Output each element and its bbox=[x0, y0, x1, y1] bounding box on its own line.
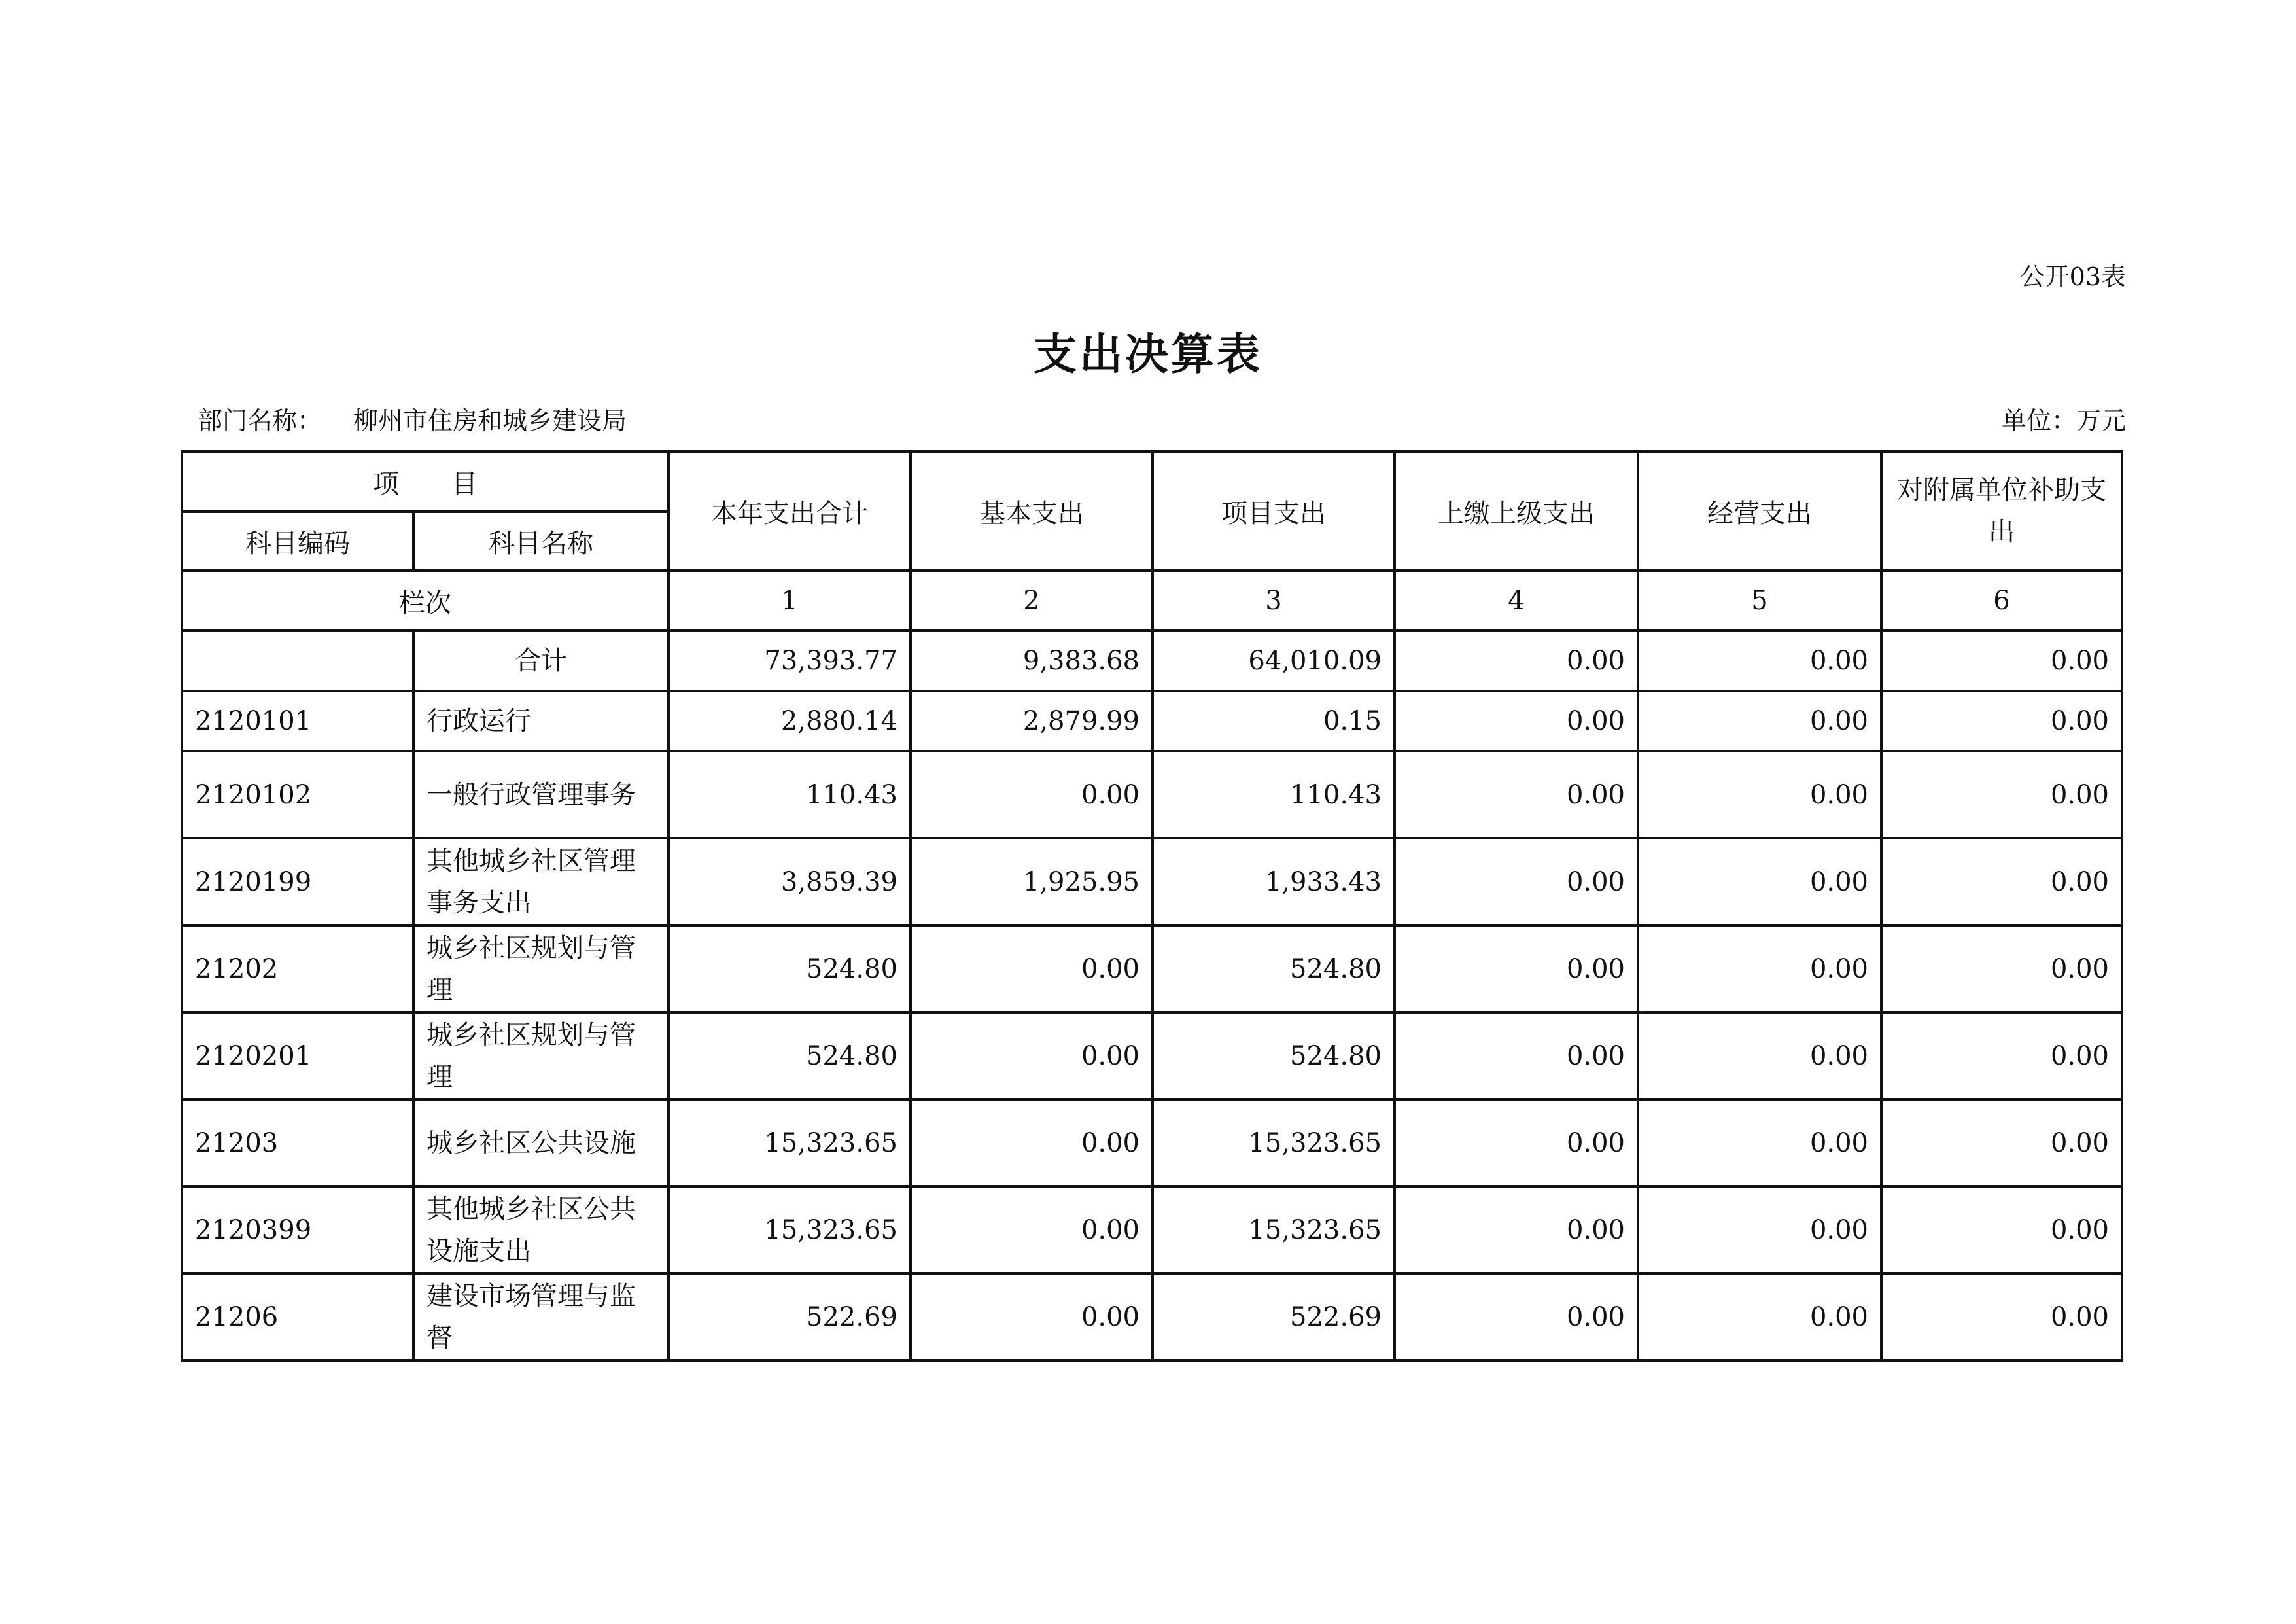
amount-cell: 0.00 bbox=[1638, 925, 1881, 1012]
amount-cell: 0.00 bbox=[1395, 925, 1638, 1012]
subject-code: 21203 bbox=[182, 1099, 413, 1186]
amount-cell: 64,010.09 bbox=[1153, 631, 1395, 691]
subject-name: 城乡社区规划与管理 bbox=[413, 1012, 669, 1099]
unit-label: 单位：万元 bbox=[2001, 406, 2126, 435]
amount-cell: 15,323.65 bbox=[1153, 1186, 1395, 1273]
amount-cell: 110.43 bbox=[1153, 751, 1395, 838]
col-number: 3 bbox=[1153, 571, 1395, 631]
header-basic: 基本支出 bbox=[911, 451, 1153, 571]
amount-cell: 0.00 bbox=[1881, 1273, 2122, 1360]
table-row bbox=[182, 1012, 2122, 1099]
amount-cell: 0.00 bbox=[1395, 691, 1638, 751]
amount-cell: 0.15 bbox=[1153, 691, 1395, 751]
amount-cell: 0.00 bbox=[1395, 1012, 1638, 1099]
amount-cell: 522.69 bbox=[669, 1273, 911, 1360]
amount-cell: 0.00 bbox=[1395, 751, 1638, 838]
header-code: 科目编码 bbox=[182, 512, 413, 571]
amount-cell: 3,859.39 bbox=[669, 838, 911, 925]
amount-cell: 0.00 bbox=[911, 1273, 1153, 1360]
amount-cell: 0.00 bbox=[1638, 838, 1881, 925]
form-number: 公开03表 bbox=[2019, 262, 2126, 291]
amount-cell: 1,933.43 bbox=[1153, 838, 1395, 925]
header-item: 项 目 bbox=[182, 451, 669, 512]
amount-cell: 1,925.95 bbox=[911, 838, 1153, 925]
amount-cell: 0.00 bbox=[1395, 1186, 1638, 1273]
header-business: 经营支出 bbox=[1638, 451, 1881, 571]
table-row bbox=[182, 1273, 2122, 1360]
header-subsidy: 对附属单位补助支出 bbox=[1881, 451, 2122, 571]
amount-cell: 0.00 bbox=[1638, 631, 1881, 691]
amount-cell: 0.00 bbox=[1395, 1273, 1638, 1360]
subject-name: 城乡社区公共设施 bbox=[413, 1099, 669, 1186]
table-row bbox=[182, 751, 2122, 838]
amount-cell: 524.80 bbox=[1153, 1012, 1395, 1099]
col-number: 6 bbox=[1881, 571, 2122, 631]
subject-code: 2120102 bbox=[182, 751, 413, 838]
amount-cell: 15,323.65 bbox=[1153, 1099, 1395, 1186]
expenditure-table bbox=[181, 450, 2123, 1362]
col-number: 5 bbox=[1638, 571, 1881, 631]
amount-cell: 110.43 bbox=[669, 751, 911, 838]
header-project: 项目支出 bbox=[1153, 451, 1395, 571]
amount-cell: 0.00 bbox=[1395, 631, 1638, 691]
amount-cell: 0.00 bbox=[1638, 1273, 1881, 1360]
subject-name: 其他城乡社区公共设施支出 bbox=[413, 1186, 669, 1273]
amount-cell: 2,879.99 bbox=[911, 691, 1153, 751]
amount-cell: 73,393.77 bbox=[669, 631, 911, 691]
header-total: 本年支出合计 bbox=[669, 451, 911, 571]
subject-code bbox=[182, 631, 413, 691]
amount-cell: 0.00 bbox=[1881, 838, 2122, 925]
table-row bbox=[182, 1186, 2122, 1273]
subject-code: 21206 bbox=[182, 1273, 413, 1360]
amount-cell: 0.00 bbox=[911, 1186, 1153, 1273]
amount-cell: 0.00 bbox=[1638, 691, 1881, 751]
amount-cell: 0.00 bbox=[1881, 925, 2122, 1012]
header-upper: 上缴上级支出 bbox=[1395, 451, 1638, 571]
amount-cell: 0.00 bbox=[1638, 1186, 1881, 1273]
amount-cell: 0.00 bbox=[1395, 838, 1638, 925]
subject-name: 其他城乡社区管理事务支出 bbox=[413, 838, 669, 925]
table-row bbox=[182, 925, 2122, 1012]
amount-cell: 0.00 bbox=[911, 751, 1153, 838]
subject-name: 建设市场管理与监督 bbox=[413, 1273, 669, 1360]
amount-cell: 0.00 bbox=[1881, 631, 2122, 691]
department-value: 柳州市住房和城乡建设局 bbox=[353, 406, 627, 435]
col-number: 2 bbox=[911, 571, 1153, 631]
row-number-label: 栏次 bbox=[182, 571, 669, 631]
table-row bbox=[182, 691, 2122, 751]
department-line bbox=[198, 400, 627, 436]
col-number: 1 bbox=[669, 571, 911, 631]
col-number: 4 bbox=[1395, 571, 1638, 631]
amount-cell: 0.00 bbox=[1638, 751, 1881, 838]
amount-cell: 15,323.65 bbox=[669, 1186, 911, 1273]
amount-cell: 0.00 bbox=[911, 1012, 1153, 1099]
amount-cell: 0.00 bbox=[1881, 1099, 2122, 1186]
amount-cell: 0.00 bbox=[1881, 751, 2122, 838]
department-label: 部门名称： bbox=[198, 406, 322, 435]
amount-cell: 524.80 bbox=[669, 1012, 911, 1099]
amount-cell: 522.69 bbox=[1153, 1273, 1395, 1360]
subject-code: 2120399 bbox=[182, 1186, 413, 1273]
header-name: 科目名称 bbox=[413, 512, 669, 571]
page-title: 支出决算表 bbox=[1034, 328, 1262, 380]
subject-code: 2120199 bbox=[182, 838, 413, 925]
subject-name: 合计 bbox=[413, 631, 669, 691]
table-row bbox=[182, 1099, 2122, 1186]
amount-cell: 0.00 bbox=[911, 1099, 1153, 1186]
amount-cell: 524.80 bbox=[669, 925, 911, 1012]
amount-cell: 0.00 bbox=[911, 925, 1153, 1012]
header-row-1 bbox=[182, 451, 2122, 512]
amount-cell: 0.00 bbox=[1881, 1012, 2122, 1099]
amount-cell: 0.00 bbox=[1881, 1186, 2122, 1273]
amount-cell: 2,880.14 bbox=[669, 691, 911, 751]
total-row bbox=[182, 631, 2122, 691]
amount-cell: 0.00 bbox=[1881, 691, 2122, 751]
subject-name: 一般行政管理事务 bbox=[413, 751, 669, 838]
amount-cell: 0.00 bbox=[1395, 1099, 1638, 1186]
amount-cell: 0.00 bbox=[1638, 1099, 1881, 1186]
subject-name: 城乡社区规划与管理 bbox=[413, 925, 669, 1012]
amount-cell: 15,323.65 bbox=[669, 1099, 911, 1186]
amount-cell: 0.00 bbox=[1638, 1012, 1881, 1099]
row-number-row bbox=[182, 571, 2122, 631]
subject-code: 2120201 bbox=[182, 1012, 413, 1099]
subject-name: 行政运行 bbox=[413, 691, 669, 751]
amount-cell: 524.80 bbox=[1153, 925, 1395, 1012]
subject-code: 21202 bbox=[182, 925, 413, 1012]
amount-cell: 9,383.68 bbox=[911, 631, 1153, 691]
subject-code: 2120101 bbox=[182, 691, 413, 751]
table-row bbox=[182, 838, 2122, 925]
